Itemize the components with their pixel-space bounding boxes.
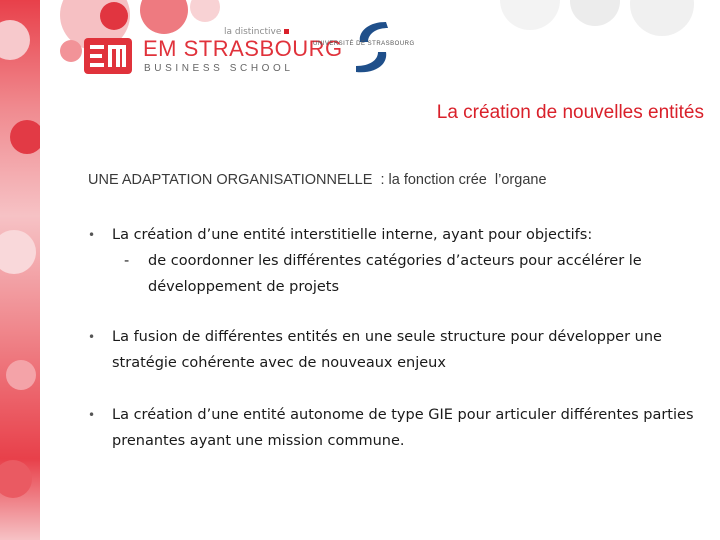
decor-blob [100,2,128,30]
left-decorative-strip [0,0,40,540]
bullet-item [88,402,708,454]
sub-bullet-item [124,248,708,300]
bullet-dot-icon: • [88,408,96,422]
unistra-name: UNIVERSITÉ DE STRASBOURG [313,41,415,47]
decor-blob [0,20,30,60]
unistra-logo-icon [338,20,410,80]
bullet-text: La création d’une entité autonome de type GIE pour articuler différentes parties prenantes ayant une mission commune. [112,407,694,449]
slide-title: La création de nouvelles entités [436,102,704,123]
em-logo-mark-icon [84,38,132,78]
bullet-text: La fusion de différentes entités en une seule structure pour développer une stratégie cohérente avec de nouveaux enjeux [112,329,662,371]
bullet-dot-icon: • [88,228,96,242]
red-square-icon [284,29,289,34]
corner-decorative-blobs [490,0,720,36]
section-heading: UNE ADAPTATION ORGANISATIONNELLE : la fonction crée l’organe [88,172,547,188]
bullet-item [88,222,708,300]
em-name: EM STRASBOURG [143,36,343,61]
decor-blob [60,40,82,62]
decor-blob [6,360,36,390]
sub-bullet-dash: - [124,253,130,269]
decor-blob [500,0,560,30]
decor-blob [140,0,188,34]
decor-blob [190,0,220,22]
bullet-dot-icon: • [88,330,96,344]
em-tagline-text: la distinctive [224,27,282,37]
decor-blob [10,120,40,154]
decor-blob [630,0,694,36]
em-subtitle: BUSINESS SCHOOL [144,63,294,74]
bullet-text: La création d’une entité interstitielle interne, ayant pour objectifs: [112,227,593,243]
sub-bullet-text: de coordonner les différentes catégories d’acteurs pour accélérer le développement de projets [148,253,642,295]
decor-blob [0,460,32,498]
decor-blob [0,230,36,274]
decor-blob [570,0,620,26]
bullet-item [88,324,708,376]
